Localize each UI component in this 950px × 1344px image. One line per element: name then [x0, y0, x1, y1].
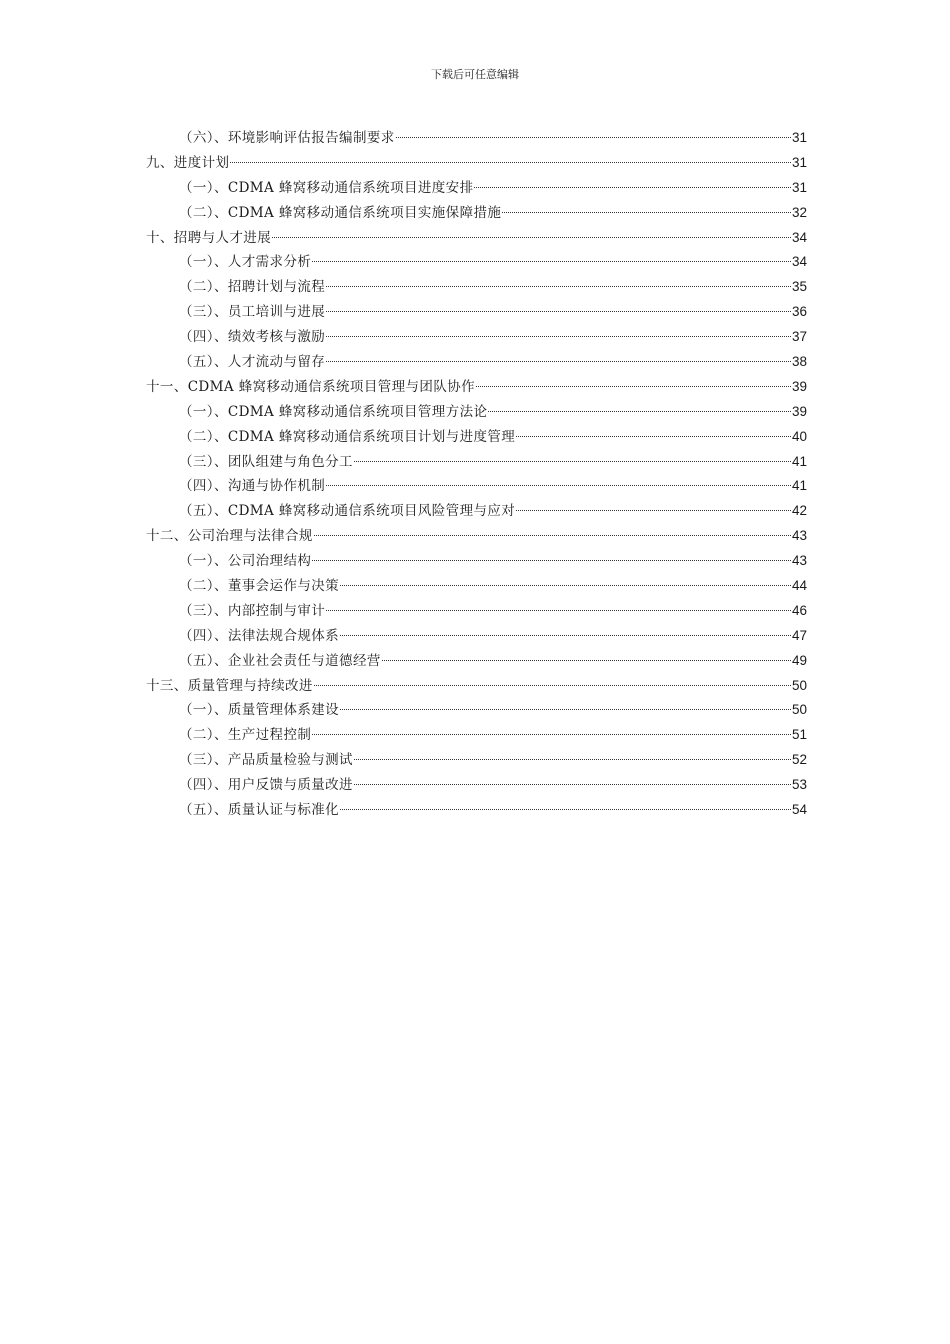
toc-entry[interactable]	[146, 574, 807, 599]
toc-entry[interactable]	[146, 325, 807, 350]
toc-dot-leader	[314, 535, 791, 536]
toc-dot-leader	[340, 709, 791, 710]
toc-page-number: 46	[791, 602, 807, 618]
toc-dot-leader	[312, 261, 791, 262]
toc-entry-title: 十二、公司治理与法律合规	[146, 528, 313, 545]
toc-dot-leader	[476, 386, 791, 387]
toc-entry[interactable]	[146, 425, 807, 450]
toc-page-number: 31	[791, 130, 807, 145]
page-header: 下载后可任意编辑	[431, 68, 519, 81]
toc-page-number: 54	[791, 802, 807, 818]
toc-page-number: 34	[791, 254, 807, 270]
toc-dot-leader	[326, 610, 791, 611]
toc-entry[interactable]	[146, 176, 807, 201]
toc-entry[interactable]	[146, 549, 807, 574]
toc-dot-leader	[340, 809, 791, 810]
toc-entry[interactable]	[146, 649, 807, 674]
toc-entry-title: （二）、CDMA 蜂窝移动通信系统项目实施保障措施	[179, 204, 502, 221]
toc-entry-title: （四）、用户反馈与质量改进	[179, 777, 353, 794]
toc-entry-title: （五）、CDMA 蜂窝移动通信系统项目风险管理与应对	[179, 503, 516, 520]
toc-dot-leader	[354, 461, 791, 462]
toc-entry-title: （一）、公司治理结构	[179, 553, 312, 570]
toc-page-number: 31	[791, 154, 807, 170]
toc-page-number: 35	[791, 279, 807, 295]
toc-entry[interactable]	[146, 300, 807, 325]
toc-entry[interactable]	[146, 499, 807, 524]
toc-entry[interactable]	[146, 474, 807, 499]
toc-page-number: 42	[791, 503, 807, 519]
toc-page-number: 41	[791, 478, 807, 494]
toc-page-number: 43	[791, 553, 807, 569]
toc-dot-leader	[326, 336, 791, 337]
toc-dot-leader	[326, 361, 791, 362]
toc-entry[interactable]	[146, 798, 807, 823]
toc-entry[interactable]	[146, 524, 807, 549]
toc-page-number: 41	[791, 453, 807, 469]
toc-entry[interactable]	[146, 674, 807, 699]
toc-entry-title: 十、招聘与人才进展	[146, 229, 272, 246]
toc-entry[interactable]	[146, 599, 807, 624]
toc-page-number: 31	[791, 179, 807, 195]
toc-entry[interactable]	[146, 698, 807, 723]
toc-page-number: 47	[791, 627, 807, 643]
toc-dot-leader	[312, 734, 791, 735]
toc-entry-title: （四）、绩效考核与激励	[179, 329, 326, 346]
toc-dot-leader	[354, 784, 791, 785]
toc-entry-title: 十三、质量管理与持续改进	[146, 677, 313, 694]
toc-entry-title: （二）、生产过程控制	[179, 727, 312, 744]
toc-page-number: 40	[791, 428, 807, 444]
toc-entry[interactable]	[146, 723, 807, 748]
toc-entry[interactable]	[146, 624, 807, 649]
toc-page-number: 49	[791, 652, 807, 668]
toc-page-number: 32	[791, 204, 807, 220]
toc-page-number: 50	[791, 677, 807, 693]
toc-page-number: 39	[791, 378, 807, 394]
toc-dot-leader	[502, 212, 791, 213]
toc-entry[interactable]	[146, 126, 807, 151]
toc-page-number: 51	[791, 727, 807, 743]
toc-dot-leader	[396, 137, 791, 138]
toc-page-number: 37	[791, 329, 807, 345]
toc-entry[interactable]	[146, 748, 807, 773]
toc-dot-leader	[354, 759, 791, 760]
toc-dot-leader	[382, 660, 791, 661]
toc-dot-leader	[474, 187, 791, 188]
toc-dot-leader	[312, 560, 791, 561]
toc-entry-title: （一）、CDMA 蜂窝移动通信系统项目管理方法论	[179, 403, 488, 420]
toc-dot-leader	[516, 510, 791, 511]
toc-entry-title: （五）、人才流动与留存	[179, 354, 326, 371]
toc-entry-title: （四）、法律法规合规体系	[179, 627, 340, 644]
toc-dot-leader	[488, 411, 791, 412]
toc-entry-title: （一）、质量管理体系建设	[179, 702, 340, 719]
toc-entry-title: （五）、企业社会责任与道德经营	[179, 652, 381, 669]
toc-entry-title: （五）、质量认证与标准化	[179, 802, 340, 819]
toc-entry[interactable]	[146, 450, 807, 475]
toc-entry[interactable]	[146, 375, 807, 400]
toc-entry-title: （四）、沟通与协作机制	[179, 478, 326, 495]
toc-entry-title: （三）、产品质量检验与测试	[179, 752, 353, 769]
toc-page-number: 52	[791, 752, 807, 768]
toc-entry[interactable]	[146, 400, 807, 425]
toc-dot-leader	[516, 436, 791, 437]
table-of-contents	[146, 126, 807, 823]
toc-page-number: 44	[791, 578, 807, 594]
toc-dot-leader	[314, 685, 791, 686]
toc-page-number: 53	[791, 777, 807, 793]
toc-dot-leader	[326, 485, 791, 486]
toc-entry[interactable]	[146, 773, 807, 798]
toc-entry[interactable]	[146, 350, 807, 375]
toc-dot-leader	[326, 286, 791, 287]
toc-page-number: 43	[791, 528, 807, 544]
toc-page-number: 36	[791, 304, 807, 320]
toc-entry-title: 十一、CDMA 蜂窝移动通信系统项目管理与团队协作	[146, 378, 476, 395]
toc-entry[interactable]	[146, 275, 807, 300]
toc-entry-title: （三）、员工培训与进展	[179, 304, 326, 321]
toc-entry-title: （一）、CDMA 蜂窝移动通信系统项目进度安排	[179, 179, 474, 196]
toc-entry[interactable]	[146, 250, 807, 275]
toc-dot-leader	[340, 635, 791, 636]
toc-entry-title: （三）、团队组建与角色分工	[179, 453, 353, 470]
toc-entry[interactable]	[146, 201, 807, 226]
toc-entry[interactable]	[146, 226, 807, 251]
toc-entry-title: 九、进度计划	[146, 154, 230, 171]
toc-entry-title: （二）、CDMA 蜂窝移动通信系统项目计划与进度管理	[179, 428, 516, 445]
toc-page-number: 39	[791, 403, 807, 419]
toc-dot-leader	[272, 237, 791, 238]
toc-entry-title: （六）、环境影响评估报告编制要求	[179, 130, 395, 146]
toc-entry-title: （三）、内部控制与审计	[179, 602, 326, 619]
toc-entry-title: （二）、招聘计划与流程	[179, 279, 326, 296]
toc-entry[interactable]	[146, 151, 807, 176]
toc-page-number: 50	[791, 702, 807, 718]
toc-dot-leader	[326, 311, 791, 312]
toc-page-number: 38	[791, 354, 807, 370]
toc-dot-leader	[230, 162, 791, 163]
toc-entry-title: （二）、董事会运作与决策	[179, 578, 340, 595]
toc-page-number: 34	[791, 229, 807, 245]
toc-dot-leader	[340, 585, 791, 586]
toc-entry-title: （一）、人才需求分析	[179, 254, 312, 271]
